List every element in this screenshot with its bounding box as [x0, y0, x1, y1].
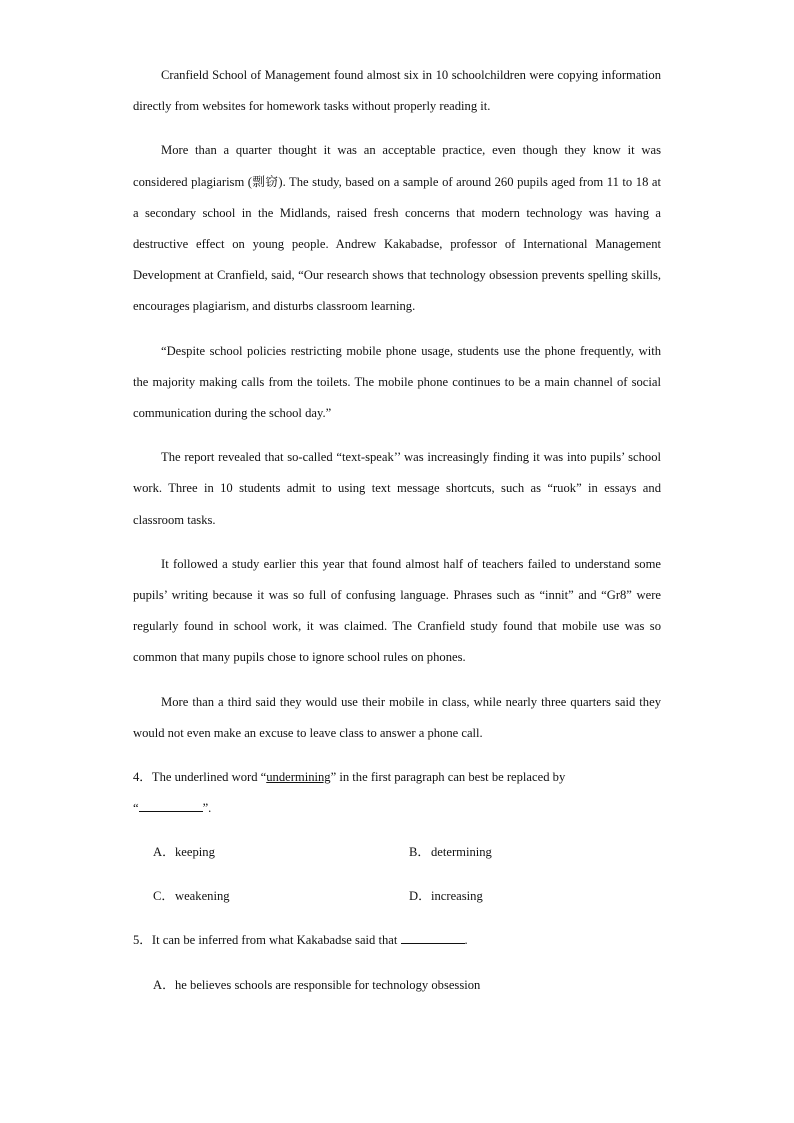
question-4-open-quote: “	[133, 801, 139, 816]
question-5-text-end: .	[464, 933, 468, 948]
question-5-number: 5．	[133, 933, 152, 948]
question-5-options-row-1	[133, 970, 661, 1014]
question-4-options-row-2	[133, 881, 661, 925]
question-4-close-quote: ”.	[202, 801, 212, 816]
question-5-answer-blank	[401, 932, 465, 944]
option-text: weakening	[175, 889, 230, 904]
question-4-text-before: The underlined word “	[151, 770, 267, 785]
passage-paragraph-6: More than a third said they would use their mobile in class, while nearly three quarters said they would not even make an excuse to leave class to answer a phone call.	[133, 694, 661, 740]
document-content	[133, 60, 661, 1014]
passage-paragraph-1: Cranfield School of Management found almost six in 10 schoolchildren were copying information directly from websites for homework tasks without properly reading it.	[133, 68, 661, 114]
question-4-answer-blank	[139, 800, 203, 812]
option-text: keeping	[175, 845, 215, 860]
passage-paragraph-3: “Despite school policies restricting mobile phone usage, students use the phone frequently, with the majority making calls from the toilets. The mobile phone continues to be a main channel of social communication during the school day.”	[133, 343, 661, 421]
passage-paragraph-2: More than a quarter thought it was an acceptable practice, even though they know it was considered plagiarism (剽窃). The study, based on a sample of around 260 pupils aged from 11 to 18 at a secondary school in the Midlands, raised fresh concerns that modern technology was having a destructive effect on young people. Andrew Kakabadse, professor of International Management Development at Cranfield, said, “Our research shows that technology obsession prevents spelling skills, encourages plagiarism, and disturbs classroom learning.	[133, 143, 661, 314]
option-letter: A．	[153, 845, 175, 860]
option-text: he believes schools are responsible for technology obsession	[175, 977, 481, 992]
question-4-option-a	[153, 837, 215, 868]
option-text: increasing	[431, 889, 483, 904]
option-letter: D．	[409, 889, 431, 904]
question-4-option-c	[153, 881, 230, 912]
question-4-options-row-1	[133, 837, 661, 881]
question-5-text: It can be inferred from what Kakabadse said that	[151, 933, 398, 948]
question-4-text-after: ” in the first paragraph can best be replaced by	[330, 770, 566, 785]
question-4	[133, 762, 661, 824]
option-letter: A．	[153, 977, 175, 992]
question-5	[133, 925, 661, 956]
question-5-option-a	[153, 970, 480, 1001]
question-4-underlined-word: undermining	[266, 770, 331, 785]
question-4-number: 4．	[133, 770, 152, 785]
passage-paragraph-4: The report revealed that so-called “text-speak’’ was increasingly finding it was into pupils’ school work. Three in 10 students admit to using text message shortcuts, such as “ruok” in essays and classroom tasks.	[133, 450, 661, 527]
question-4-stem-line-2	[133, 793, 661, 824]
option-letter: B．	[409, 845, 430, 860]
option-letter: C．	[153, 889, 174, 904]
passage-paragraph-5: It followed a study earlier this year that found almost half of teachers failed to understand some pupils’ writing because it was so full of confusing language. Phrases such as “innit” and “Gr8” were regularly found in school work, it was claimed. The Cranfield study found that mobile use was so common that many pupils chose to ignore school rules on phones.	[133, 556, 661, 665]
question-4-option-d	[409, 881, 483, 912]
question-4-option-b	[409, 837, 492, 868]
question-4-stem	[133, 762, 661, 793]
option-text: determining	[431, 845, 492, 860]
